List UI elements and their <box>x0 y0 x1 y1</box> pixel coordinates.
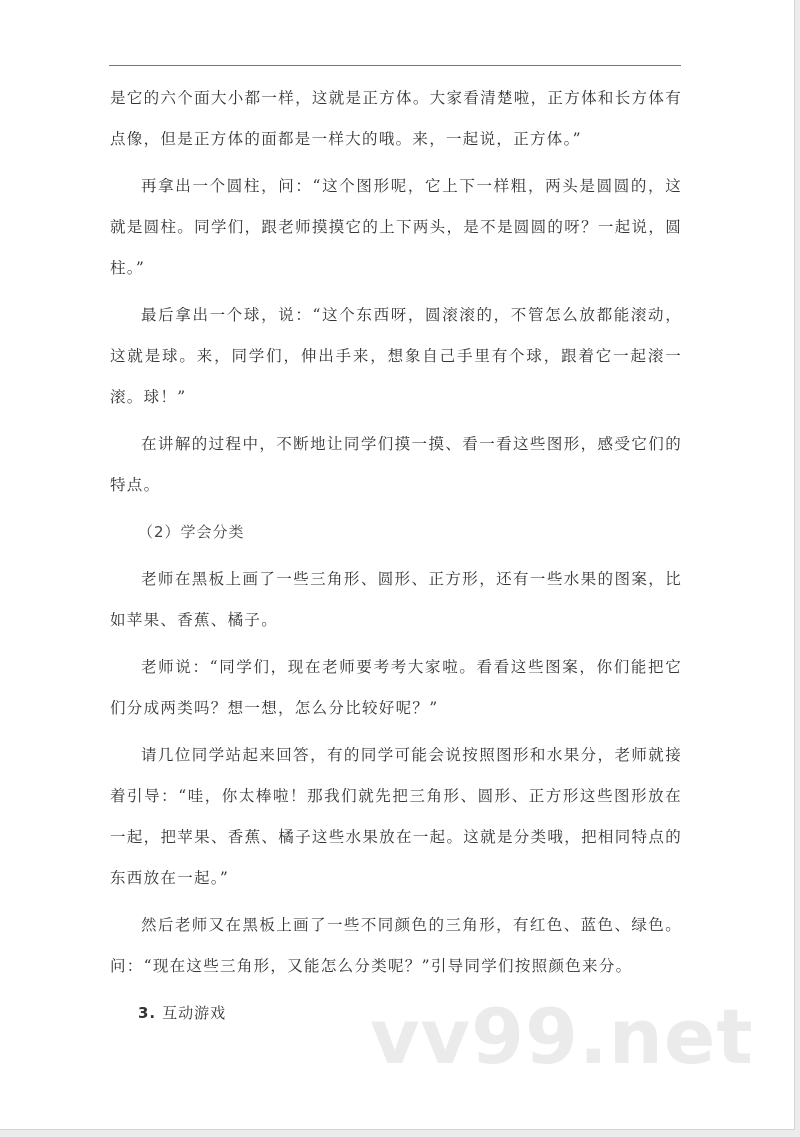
paragraph-cube-continued: 是它的六个面大小都一样，这就是正方体。大家看清楚啦，正方体和长方体有点像，但是正方体的面都是一样大的哦。来，一起说，正方体。” <box>110 89 682 148</box>
paragraph-blackboard-drawings: 老师在黑板上画了一些三角形、圆形、正方形，还有一些水果的图案，比如苹果、香蕉、橘子。 <box>110 570 682 629</box>
subheading-learn-classification: （2）学会分类 <box>138 523 245 541</box>
paragraph-student-answers: 请几位同学站起来回答，有的同学可能会说按照图形和水果分，老师就接着引导：“哇，你太棒啦！那我们就先把三角形、圆形、正方形这些图形放在一起，把苹果、香蕉、橘子这些水果放在一起。这就是分类哦，把相同特点的东西放在一起。” <box>110 746 682 887</box>
watermark-text: vv99.net <box>370 992 754 1081</box>
header-rule <box>109 65 681 66</box>
paragraph-sphere: 最后拿出一个球，说：“这个东西呀，圆滚滚的，不管怎么放都能滚动，这就是球。来，同学们，伸出手来，想象自己手里有个球，跟着它一起滚一滚。球！” <box>110 306 682 406</box>
paragraph-teacher-question: 老师说：“同学们，现在老师要考考大家啦。看看这些图案，你们能把它们分成两类吗？想一想，怎么分比较好呢？” <box>110 658 682 717</box>
document-body <box>110 78 682 1034</box>
paragraph-touch-shapes: 在讲解的过程中，不断地让同学们摸一摸、看一看这些图形，感受它们的特点。 <box>110 435 682 494</box>
section-number: 3. <box>138 1004 157 1022</box>
paragraph-cylinder: 再拿出一个圆柱，问：“这个图形呢，它上下一样粗，两头是圆圆的，这就是圆柱。同学们，跟老师摸摸它的上下两头，是不是圆圆的呀？一起说，圆柱。” <box>110 177 682 277</box>
section-title: 互动游戏 <box>162 1004 227 1022</box>
paragraph-color-classification: 然后老师又在黑板上画了一些不同颜色的三角形，有红色、蓝色、绿色。问：“现在这些三角形，又能怎么分类呢？”引导同学们按照颜色来分。 <box>110 916 682 975</box>
